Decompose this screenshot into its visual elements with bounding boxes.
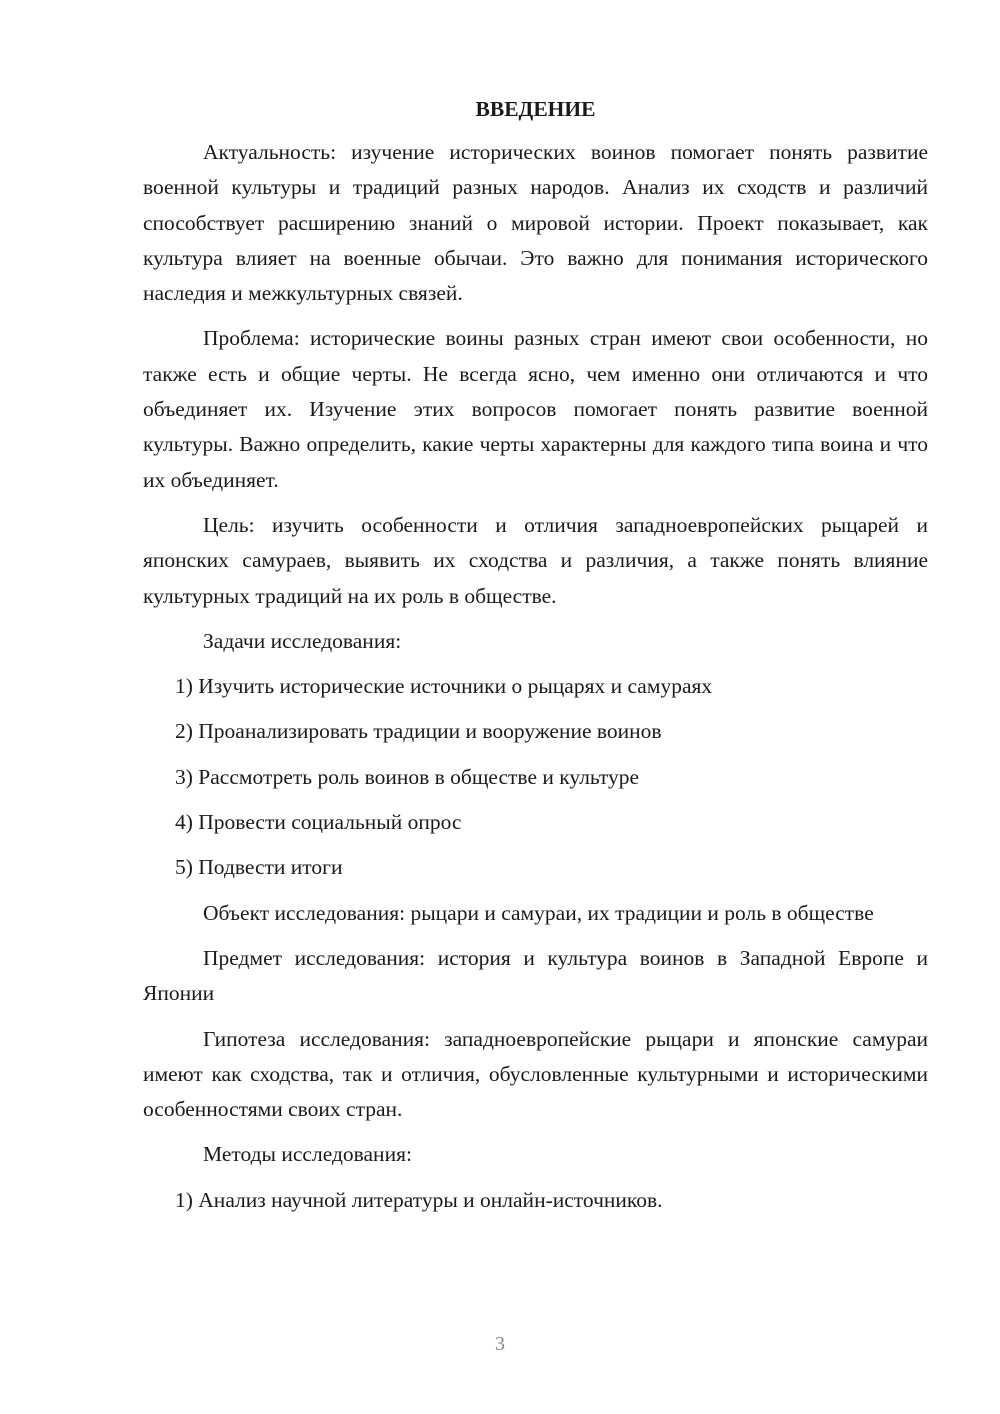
hypothesis-paragraph: Гипотеза исследования: западноевропейские рыцари и японские самураи имеют как сходства, так и отличия, обусловленные культурными и историческими особенностями своих стран. xyxy=(143,1026,928,1122)
tasks-heading: Задачи исследования: xyxy=(203,628,402,653)
relevance-paragraph: Актуальность: изучение исторических воинов помогает понять развитие военной культуры и традиций разных народов. Анализ их сходств и различий способствует расширению знаний о мировой истории. Проект показывает, как культура влияет на военные обычаи. Это важно для понимания исторического наследия и межкультурных связей. xyxy=(143,140,928,306)
methods-heading: Методы исследования: xyxy=(203,1142,412,1167)
task-item: 1) Изучить исторические источники о рыцарях и самураях xyxy=(175,674,713,699)
problem-paragraph: Проблема: исторические воины разных стран имеют свои особенности, но также есть и общие черты. Не всегда ясно, чем именно они отличаются и что объединяет их. Изучение этих вопросов помогает понять развитие военной культуры. Важно определить, какие черты характерны для каждого типа воина и что их объединяет. xyxy=(143,326,928,492)
method-item: 1) Анализ научной литературы и онлайн-источников. xyxy=(175,1187,663,1212)
page-number: 3 xyxy=(495,1333,505,1355)
document-page xyxy=(143,92,928,1228)
task-item: 5) Подвести итоги xyxy=(175,855,343,880)
section-title: ВВЕДЕНИЕ xyxy=(475,97,596,121)
subject-paragraph: Предмет исследования: история и культура воинов в Западной Европе и Японии xyxy=(143,945,928,1006)
object-paragraph: Объект исследования: рыцари и самураи, их традиции и роль в обществе xyxy=(203,900,874,925)
task-item: 2) Проанализировать традиции и вооружение воинов xyxy=(175,719,662,744)
task-item: 4) Провести социальный опрос xyxy=(175,810,462,835)
goal-paragraph: Цель: изучить особенности и отличия западноевропейских рыцарей и японских самураев, выявить их сходства и различия, а также понять влияние культурных традиций на их роль в обществе. xyxy=(143,512,928,608)
task-item: 3) Рассмотреть роль воинов в обществе и культуре xyxy=(175,764,640,789)
